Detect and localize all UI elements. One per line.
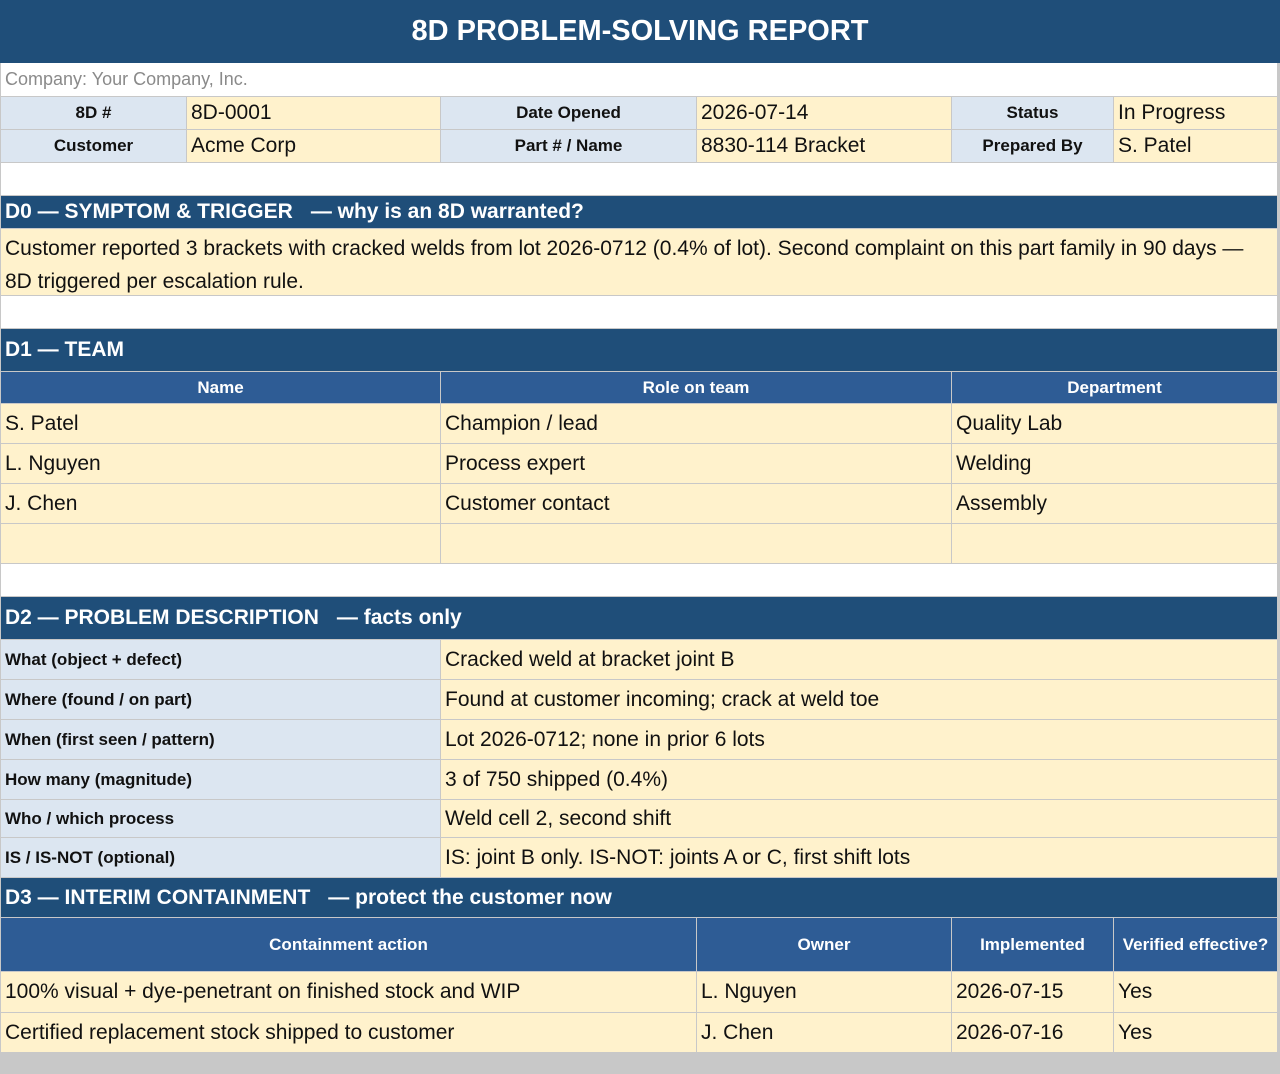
label-8d-number: 8D # (1, 97, 186, 129)
team-member-role[interactable]: Champion / lead (441, 404, 951, 443)
d2-row-label: Who / which process (1, 800, 440, 837)
containment-owner[interactable]: J. Chen (697, 1013, 951, 1052)
team-member-name[interactable] (1, 524, 440, 563)
d1-title: D1 — TEAM (5, 338, 125, 361)
d1-col-role: Role on team (441, 372, 951, 403)
d2-row-value[interactable]: 3 of 750 shipped (0.4%) (441, 760, 1277, 799)
d2-row-value[interactable]: IS: joint B only. IS-NOT: joints A or C, first shift lots (441, 838, 1277, 877)
value-date-opened[interactable]: 2026-07-14 (697, 97, 951, 129)
d3-title: D3 — INTERIM CONTAINMENT (5, 885, 311, 909)
d2-title: D2 — PROBLEM DESCRIPTION (5, 606, 319, 629)
d2-row-value[interactable]: Weld cell 2, second shift (441, 800, 1277, 837)
team-member-name[interactable]: J. Chen (1, 484, 440, 523)
label-customer: Customer (1, 130, 186, 162)
d2-row-value[interactable]: Found at customer incoming; crack at weld toe (441, 680, 1277, 719)
d2-row-label: When (first seen / pattern) (1, 720, 440, 759)
d2-row-label: Where (found / on part) (1, 680, 440, 719)
d2-row-value[interactable]: Cracked weld at bracket joint B (441, 640, 1277, 679)
containment-action[interactable]: 100% visual + dye-penetrant on finished stock and WIP (1, 972, 696, 1012)
d0-symptom-text[interactable]: Customer reported 3 brackets with cracked welds from lot 2026-0712 (0.4% of lot). Second complaint on this part family in 90 days — 8D triggered per escalation rule. (1, 229, 1277, 295)
team-member-name[interactable]: S. Patel (1, 404, 440, 443)
d2-row-label: What (object + defect) (1, 640, 440, 679)
spacer-row (1, 296, 1277, 328)
d3-col-implemented: Implemented (952, 918, 1113, 971)
d1-section-header (1, 329, 1277, 371)
label-status: Status (952, 97, 1113, 129)
company-name[interactable]: Company: Your Company, Inc. (1, 63, 1277, 96)
team-member-department[interactable] (952, 524, 1277, 563)
d1-col-department: Department (952, 372, 1277, 403)
value-part[interactable]: 8830-114 Bracket (697, 130, 951, 162)
d2-row-value[interactable]: Lot 2026-0712; none in prior 6 lots (441, 720, 1277, 759)
team-member-role[interactable]: Process expert (441, 444, 951, 483)
spacer-row (1, 564, 1277, 596)
d0-title: D0 — SYMPTOM & TRIGGER (5, 200, 293, 223)
d3-col-action: Containment action (1, 918, 696, 971)
containment-implemented[interactable]: 2026-07-16 (952, 1013, 1113, 1052)
label-prepared-by: Prepared By (952, 130, 1113, 162)
value-customer[interactable]: Acme Corp (187, 130, 440, 162)
label-date-opened: Date Opened (441, 97, 696, 129)
team-member-department[interactable]: Quality Lab (952, 404, 1277, 443)
containment-implemented[interactable]: 2026-07-15 (952, 972, 1113, 1012)
d3-col-verified: Verified effective? (1114, 918, 1277, 971)
team-member-department[interactable]: Assembly (952, 484, 1277, 523)
d2-row-label: IS / IS-NOT (optional) (1, 838, 440, 877)
d2-row-label: How many (magnitude) (1, 760, 440, 799)
d1-col-name: Name (1, 372, 440, 403)
d2-note: — facts only (336, 606, 462, 629)
team-member-role[interactable]: Customer contact (441, 484, 951, 523)
containment-owner[interactable]: L. Nguyen (697, 972, 951, 1012)
containment-verified[interactable]: Yes (1114, 972, 1277, 1012)
d3-col-owner: Owner (697, 918, 951, 971)
report-title: 8D PROBLEM-SOLVING REPORT (0, 0, 1280, 63)
team-member-department[interactable]: Welding (952, 444, 1277, 483)
d3-note: — protect the customer now (328, 885, 612, 909)
value-prepared-by[interactable]: S. Patel (1114, 130, 1277, 162)
team-member-role[interactable] (441, 524, 951, 563)
value-status[interactable]: In Progress (1114, 97, 1277, 129)
containment-action[interactable]: Certified replacement stock shipped to customer (1, 1013, 696, 1052)
team-member-name[interactable]: L. Nguyen (1, 444, 440, 483)
d2-section-header (1, 597, 1277, 639)
value-8d-number[interactable]: 8D-0001 (187, 97, 440, 129)
spacer-row (1, 163, 1277, 195)
containment-verified[interactable]: Yes (1114, 1013, 1277, 1052)
d3-section-header (1, 878, 1277, 917)
label-part: Part # / Name (441, 130, 696, 162)
d0-section-header (1, 196, 1277, 228)
d0-note: — why is an 8D warranted? (310, 200, 584, 223)
